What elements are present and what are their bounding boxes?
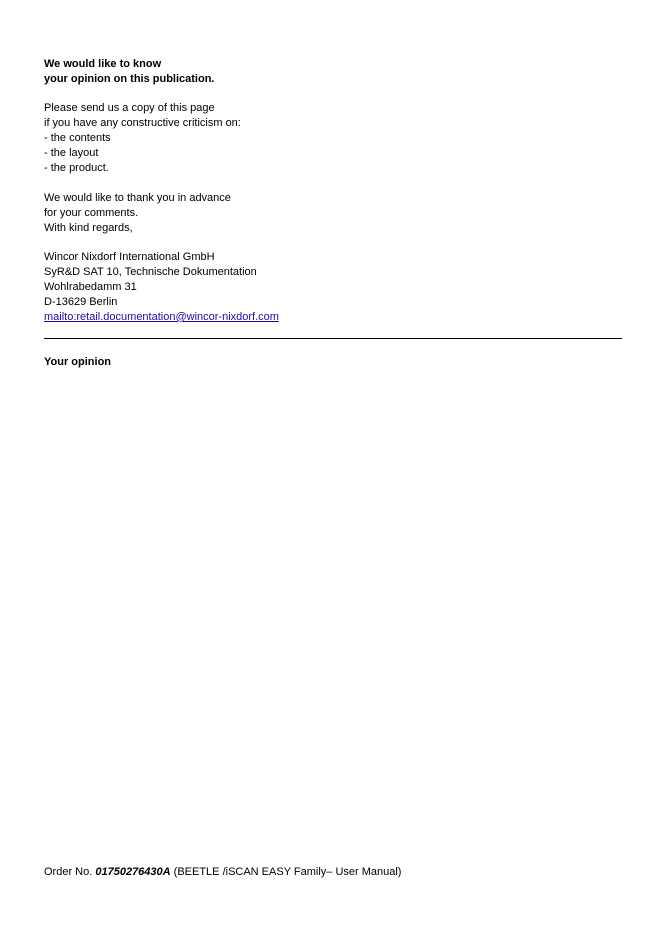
request-line-1: Please send us a copy of this page [44, 102, 215, 114]
request-line-2: if you have any constructive criticism on: [44, 117, 241, 129]
email-link[interactable]: mailto:retail.documentation@wincor-nixdorf.com [44, 311, 279, 323]
footer-prefix: Order No. [44, 866, 96, 878]
address-department: SyR&D SAT 10, Technische Dokumentation [44, 266, 257, 278]
footer-order-info [44, 865, 401, 880]
address-company: Wincor Nixdorf International GmbH [44, 251, 215, 263]
footer-suffix: (BEETLE /iSCAN EASY Family– User Manual) [170, 866, 402, 878]
address-city: D-13629 Berlin [44, 296, 118, 308]
section-divider [44, 338, 622, 339]
footer-order-number: 01750276430A [95, 866, 171, 878]
thanks-line-2: for your comments. [44, 207, 139, 219]
heading-line-1: We would like to know [44, 58, 162, 70]
heading-line-2: your opinion on this publication. [44, 73, 215, 85]
request-item-layout: - the layout [44, 147, 99, 159]
thanks-line-3: With kind regards, [44, 222, 133, 234]
request-item-product: - the product. [44, 162, 109, 174]
thanks-line-1: We would like to thank you in advance [44, 192, 231, 204]
your-opinion-title: Your opinion [44, 356, 112, 368]
address-street: Wohlrabedamm 31 [44, 281, 137, 293]
request-item-contents: - the contents [44, 132, 111, 144]
